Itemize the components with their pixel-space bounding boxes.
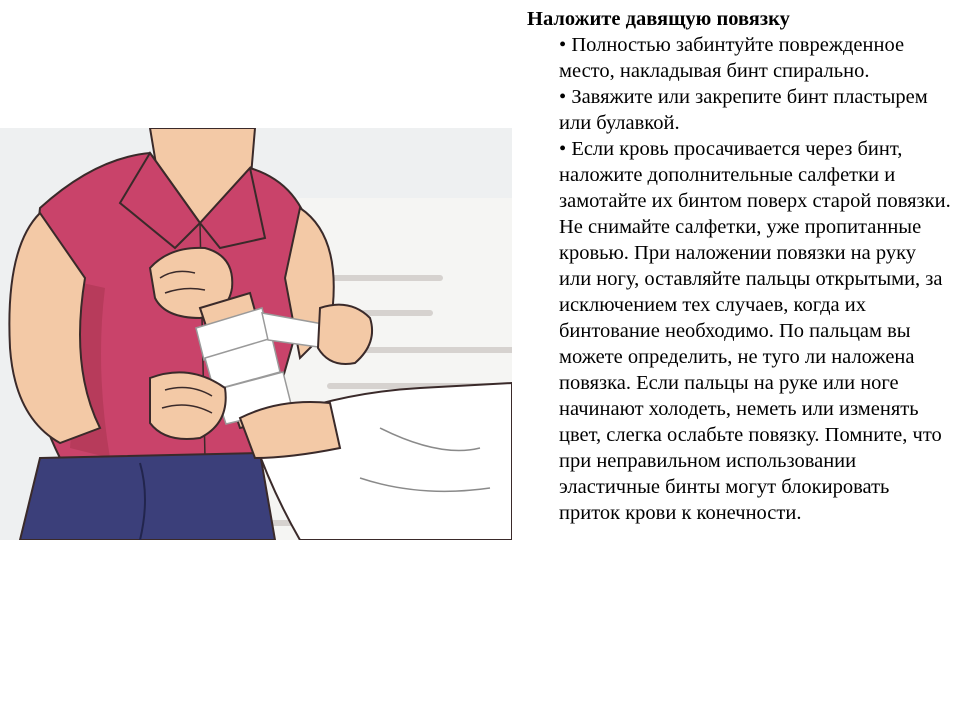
text-block xyxy=(527,7,952,526)
slide-heading: Наложите давящую повязку xyxy=(527,8,790,30)
bullet-item xyxy=(559,32,952,84)
bullet-text: Полностью забинтуйте поврежденное место, накладывая бинт спирально. xyxy=(559,34,905,82)
bullet-list xyxy=(527,32,952,526)
bullet-item xyxy=(559,136,952,526)
bullet-item xyxy=(559,84,952,136)
bullet-symbol: • xyxy=(559,138,567,160)
bullet-symbol: • xyxy=(559,34,567,56)
bullet-text: Если кровь просачивается через бинт, наложите дополнительные салфетки и замотайте их бинтом поверх старой повязки. Не снимайте салфетки, уже пропитанные кровью. При наложении повязки на руку или ногу, оставляйте пальцы открытыми, за исключением тех случаев, когда их бинтование необходимо. По пальцам вы можете определить, не туго ли наложена повязка. Если пальцы на руке или ноге начинают холодеть, неметь или изменять цвет, слегка ослабьте повязку. Помните, что при неправильном использовании эластичные бинты могут блокировать приток крови к конечности. xyxy=(559,138,951,524)
bandaging-illustration-svg xyxy=(0,128,512,540)
bullet-symbol: • xyxy=(559,86,567,108)
jeans xyxy=(20,453,275,540)
helper-hand-right xyxy=(318,305,372,364)
bandaging-illustration xyxy=(0,128,512,540)
bullet-text: Завяжите или закрепите бинт пластырем или булавкой. xyxy=(559,86,928,134)
